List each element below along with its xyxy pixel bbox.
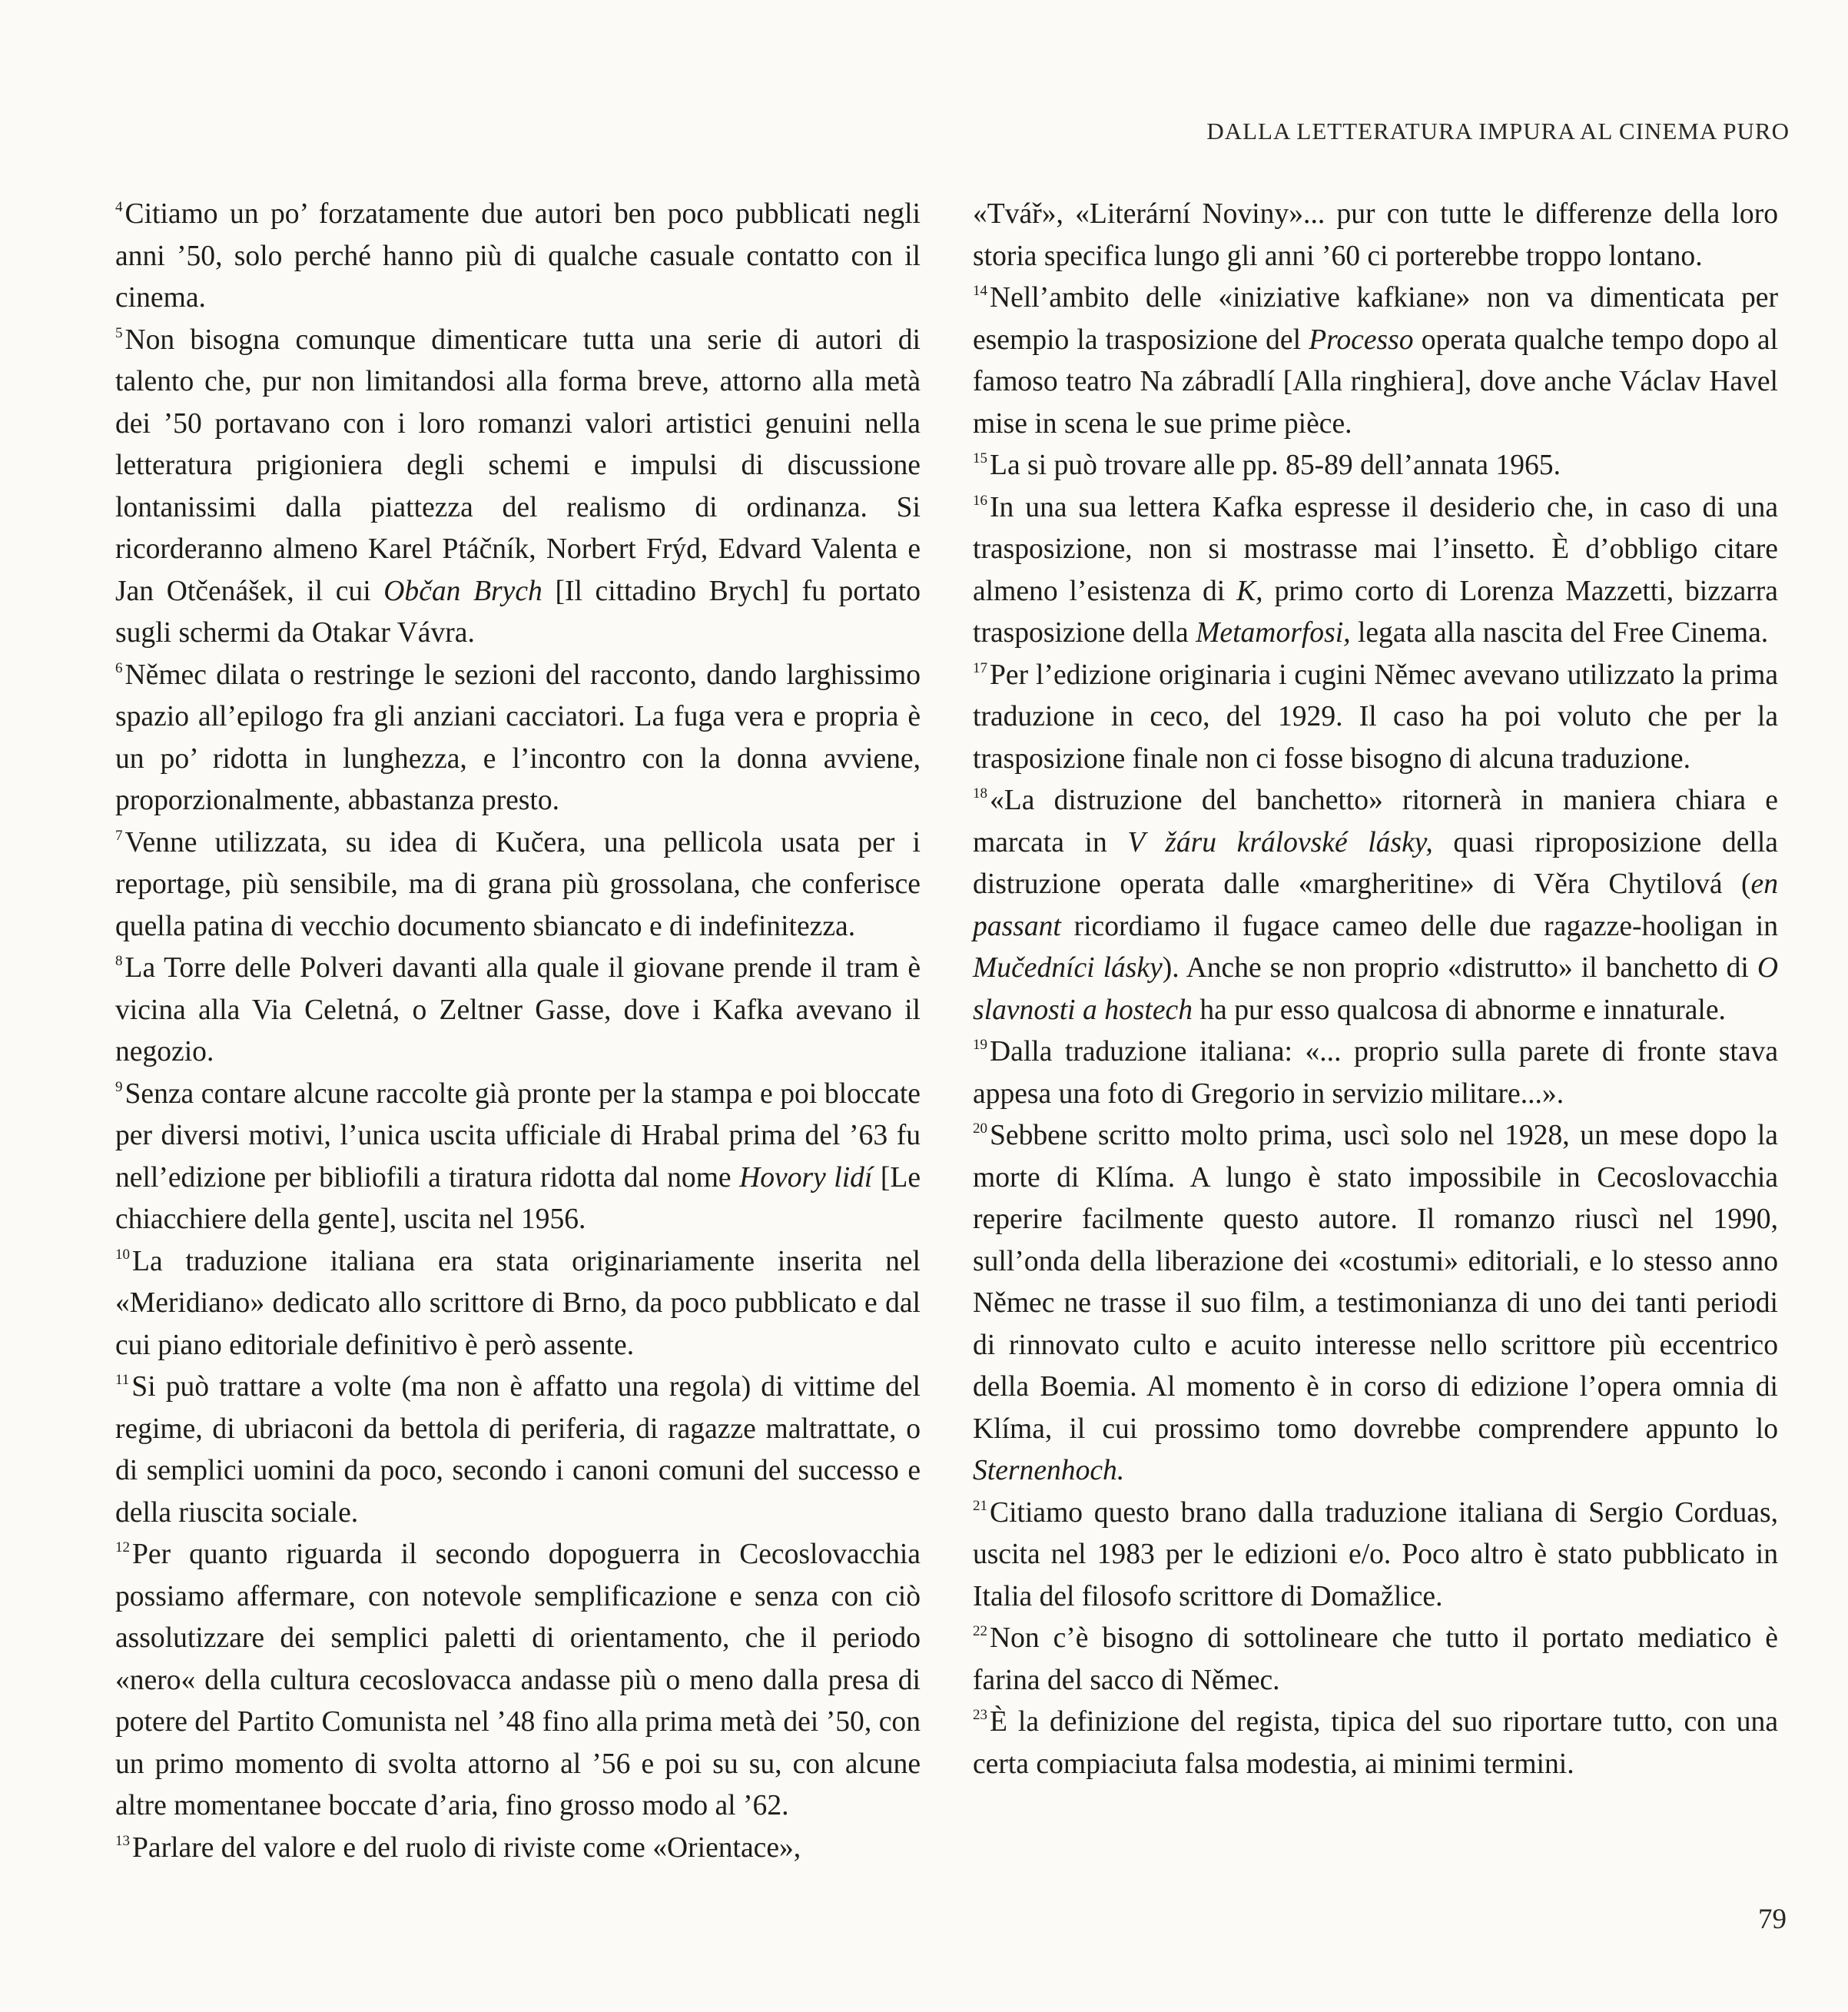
running-head: DALLA LETTERATURA IMPURA AL CINEMA PURO: [1206, 118, 1790, 144]
footnote: [973, 655, 1778, 781]
footnote-text: È la definizione del regista, tipica del suo riportare tutto, con una certa compiaciuta falsa modestia, ai minimi termini.: [973, 1706, 1778, 1780]
footnote: [973, 1031, 1778, 1115]
footnote-text: La traduzione italiana era stata originariamente inserita nel «Meridiano» dedicato allo scrittore di Brno, da poco pubblicato e dal cui piano editoriale definitivo è però assente.: [115, 1245, 921, 1361]
footnote-number: 14: [973, 283, 987, 299]
footnote-number: 11: [115, 1372, 130, 1388]
footnotes-left-column: [115, 194, 921, 1869]
footnote-number: 17: [973, 659, 987, 676]
footnote-text: ricordiamo il fugace cameo delle due ragazze-hooligan in: [1060, 910, 1778, 942]
page-number: 79: [1758, 1904, 1787, 1935]
footnote-number: 12: [115, 1539, 130, 1555]
footnote-number: 7: [115, 827, 123, 844]
footnote-text: [Le chiacchiere della gente], uscita nel 1956.: [115, 1161, 921, 1235]
footnote-text: La si può trovare alle pp. 85-89 dell’annata 1965.: [990, 450, 1561, 481]
footnote: [115, 320, 921, 655]
footnote-text: Per l’edizione originaria i cugini Němec avevano utilizzato la prima traduzione in ceco, del 1929. Il caso ha poi voluto che per la trasposizione finale non ci fosse bisogno di alcuna traduzione.: [973, 659, 1778, 775]
footnote-number: 5: [115, 324, 123, 341]
footnote-italic-text: K,: [1236, 575, 1263, 607]
footnote-number: 4: [115, 199, 123, 215]
footnote-italic-text: Hovory lidí: [739, 1161, 873, 1194]
footnote-number: 15: [973, 450, 987, 466]
footnote: [115, 1366, 921, 1534]
footnote-number: 6: [115, 659, 123, 676]
footnote-italic-text: Mučedníci lásky: [973, 952, 1163, 984]
footnote-text: legata alla nascita del Free Cinema.: [1350, 617, 1769, 649]
footnote-italic-text: O slavnosti a hostech: [973, 952, 1778, 1026]
footnote: [973, 1492, 1778, 1619]
footnote-italic-text: Metamorfosi,: [1196, 617, 1351, 649]
footnotes-right-column: [973, 194, 1778, 1785]
footnote-text: Non bisogna comunque dimenticare tutta una serie di autori di talento che, pur non limitandosi alla forma breve, attorno alla metà dei ’50 portavano con i loro romanzi valori artistici genuini nella letteratura prigioniera degli schemi e impulsi di discussione lontanissimi dalla piattezza del realismo di ordinanza. Si ricorderanno almeno Karel Ptáčník, Norbert Frýd, Edvard Valenta e Jan Otčenášek, il cui: [115, 324, 921, 607]
footnote: [115, 1241, 921, 1367]
footnote-italic-text: Processo: [1309, 324, 1414, 356]
footnote: [973, 487, 1778, 655]
footnote-text: ha pur esso qualcosa di abnorme e innaturale.: [1192, 994, 1726, 1026]
footnote-number: 9: [115, 1078, 123, 1095]
footnote-text: La Torre delle Polveri davanti alla quale il giovane prende il tram è vicina alla Via Celetná, o Zeltner Gasse, dove i Kafka avevano il negozio.: [115, 952, 921, 1067]
footnote-text: Citiamo un po’ forzatamente due autori ben poco pubblicati negli anni ’50, solo perché hanno più di qualche casuale contatto con il cinema.: [115, 198, 921, 314]
footnote-text: Senza contare alcune raccolte già pronte per la stampa e poi bloccate per diversi motivi, l’unica uscita ufficiale di Hrabal prima del ’63 fu nell’edizione per bibliofili a tiratura ridotta dal nome: [115, 1077, 921, 1194]
footnote-number: 21: [973, 1497, 987, 1514]
footnote-text: «Tvář», «Literární Noviny»... pur con tutte le differenze della loro storia specifica lungo gli anni ’60 ci porterebbe troppo lontano.: [973, 198, 1778, 272]
footnote-italic-text: Sternenhoch.: [973, 1455, 1125, 1486]
footnote-text: Non c’è bisogno di sottolineare che tutto il portato mediatico è farina del sacco di Němec.: [973, 1622, 1778, 1696]
footnote-number: 19: [973, 1037, 987, 1053]
footnote-text: Per quanto riguarda il secondo dopoguerra in Cecoslovacchia possiamo affermare, con notevole semplificazione e senza con ciò assolutizzare dei semplici paletti di orientamento, che il periodo «nero« della cultura cecoslovacca andasse più o meno dalla presa di potere del Partito Comunista nel ’48 fino alla prima metà dei ’50, con un primo momento di svolta attorno al ’56 e poi su su, con alcune altre momentanee boccate d’aria, fino grosso modo al ’62.: [115, 1539, 921, 1821]
footnote-text: Citiamo questo brano dalla traduzione italiana di Sergio Corduas, uscita nel 1983 per le edizioni e/o. Poco altro è stato pubblicato in Italia del filosofo scrittore di Domažlice.: [973, 1496, 1778, 1612]
footnote-text: Parlare del valore e del ruolo di riviste come «Orientace»,: [132, 1831, 801, 1864]
footnote-number: 10: [115, 1246, 130, 1263]
footnote: [973, 1702, 1778, 1785]
footnote: [973, 1115, 1778, 1492]
footnote-text: Dalla traduzione italiana: «... proprio sulla parete di fronte stava appesa una foto di Gregorio in servizio militare...».: [973, 1036, 1778, 1110]
footnote-number: 23: [973, 1707, 987, 1723]
footnote-text: [Il cittadino Brych] fu portato sugli schermi da Otakar Vávra.: [115, 575, 921, 649]
footnote: [115, 1074, 921, 1241]
footnote: [973, 445, 1778, 487]
footnote: [115, 1534, 921, 1828]
footnote-text: Sebbene scritto molto prima, uscì solo nel 1928, un mese dopo la morte di Klíma. A lungo è stato impossibile in Cecoslovacchia reperire facilmente questo autore. Il romanzo riuscì nel 1990, sull’onda della liberazione dei «costumi» editoriali, e lo stesso anno Němec ne trasse il suo film, a testimonianza di uno dei tanti periodi di rinnovato culto e acuito interesse nello scrittore più eccentrico della Boemia. Al momento è in corso di edizione l’opera omnia di Klíma, il cui prossimo tomo dovrebbe comprendere appunto lo: [973, 1120, 1778, 1445]
footnote: [115, 948, 921, 1074]
footnote-text: Venne utilizzata, su idea di Kučera, una pellicola usata per i reportage, più sensibile, ma di grana più grossolana, che conferisce quella patina di vecchio documento sbiancato e di indefinitezza.: [115, 826, 921, 942]
footnote: [115, 194, 921, 320]
footnote: [973, 194, 1778, 277]
footnote: [115, 1828, 921, 1870]
footnote-number: 22: [973, 1623, 987, 1639]
footnote: [115, 822, 921, 948]
footnote: [973, 780, 1778, 1031]
footnote-italic-text: Občan Brych: [383, 575, 542, 607]
footnote-text: Nell’ambito delle «iniziative kafkiane» non va dimenticata per esempio la trasposizione del: [973, 282, 1778, 356]
footnote-number: 20: [973, 1121, 987, 1137]
footnote-number: 8: [115, 953, 123, 969]
footnote-number: 13: [115, 1832, 130, 1849]
footnote: [115, 655, 921, 822]
footnote-text: «La distruzione del banchetto» ritornerà in maniera chiara e marcata in: [973, 785, 1778, 858]
footnote-text: Němec dilata o restringe le sezioni del racconto, dando larghissimo spazio all’epilogo fra gli anziani cacciatori. La fuga vera e propria è un po’ ridotta in lunghezza, e l’incontro con la donna avviene, proporzionalmente, abbastanza presto.: [115, 659, 921, 816]
footnote: [973, 1618, 1778, 1702]
footnote-text: operata qualche tempo dopo al famoso teatro Na zábradlí [Alla ringhiera], dove anche Václav Havel mise in scena le sue prime pièce.: [973, 324, 1778, 440]
footnote-italic-text: en passant: [973, 868, 1778, 942]
footnote-number: 16: [973, 492, 987, 509]
footnote-number: 18: [973, 785, 987, 802]
footnote-italic-text: V žáru královské lásky,: [1127, 826, 1433, 858]
footnote-text: In una sua lettera Kafka espresse il desiderio che, in caso di una trasposizione, non si mostrasse mai l’insetto. È d’obbligo citare almeno l’esistenza di: [973, 491, 1778, 607]
footnote-text: Si può trattare a volte (ma non è affatto una regola) di vittime del regime, di ubriaconi da bettola di periferia, di ragazze maltrattate, o di semplici uomini da poco, secondo i canoni comuni del successo e della riuscita sociale.: [115, 1371, 921, 1529]
footnote-text: ). Anche se non proprio «distrutto» il banchetto di: [1162, 952, 1757, 984]
footnote: [973, 277, 1778, 445]
footnote-text: quasi riproposizione della distruzione operata dalle «margheritine» di Věra Chytilová (: [973, 826, 1778, 900]
footnote-text: primo corto di Lorenza Mazzetti, bizzarra trasposizione della: [973, 575, 1778, 649]
